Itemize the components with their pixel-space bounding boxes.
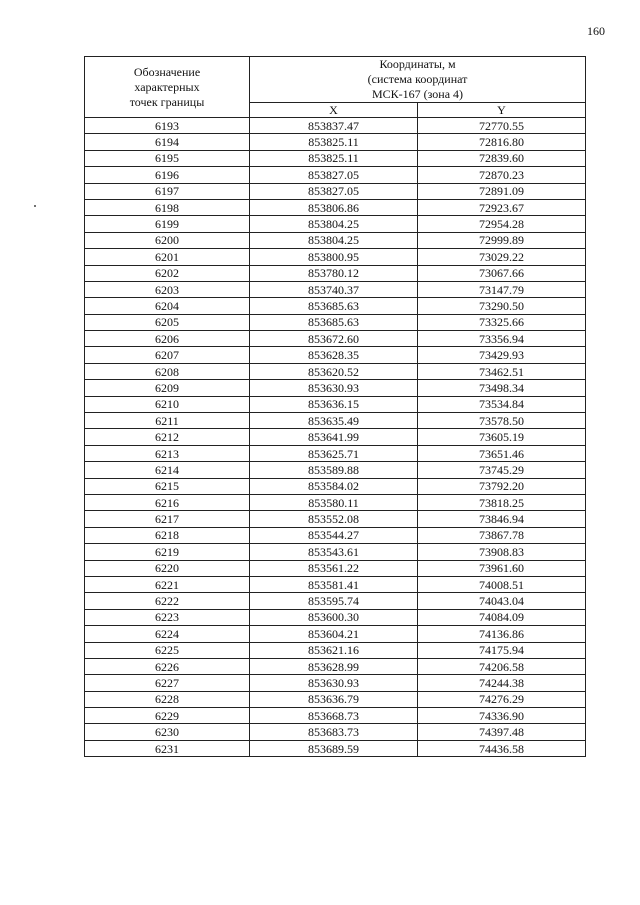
point-id-cell: 6195	[85, 150, 250, 166]
x-coordinate-cell: 853800.95	[250, 249, 418, 265]
x-coordinate-cell: 853620.52	[250, 363, 418, 379]
table-row	[85, 134, 586, 150]
x-coordinate-cell: 853672.60	[250, 331, 418, 347]
header-coords-line: (система координат	[367, 72, 468, 86]
y-coordinate-cell: 74043.04	[418, 593, 586, 609]
point-id-cell: 6201	[85, 249, 250, 265]
table-row	[85, 413, 586, 429]
y-coordinate-cell: 72923.67	[418, 199, 586, 215]
table-header-row	[85, 57, 586, 103]
point-id-cell: 6231	[85, 740, 250, 756]
table-row	[85, 462, 586, 478]
point-id-cell: 6207	[85, 347, 250, 363]
y-coordinate-cell: 74206.58	[418, 658, 586, 674]
point-id-cell: 6222	[85, 593, 250, 609]
table-row	[85, 658, 586, 674]
header-coords-line: Координаты, м	[379, 57, 456, 71]
y-coordinate-cell: 72891.09	[418, 183, 586, 199]
x-coordinate-cell: 853552.08	[250, 511, 418, 527]
point-id-cell: 6208	[85, 363, 250, 379]
table-row	[85, 199, 586, 215]
y-coordinate-cell: 72770.55	[418, 118, 586, 134]
header-point-designation	[85, 57, 250, 118]
y-coordinate-cell: 72816.80	[418, 134, 586, 150]
point-id-cell: 6205	[85, 314, 250, 330]
y-coordinate-cell: 72870.23	[418, 167, 586, 183]
point-id-cell: 6229	[85, 708, 250, 724]
y-coordinate-cell: 73067.66	[418, 265, 586, 281]
y-coordinate-cell: 74436.58	[418, 740, 586, 756]
y-coordinate-cell: 73578.50	[418, 413, 586, 429]
x-coordinate-cell: 853804.25	[250, 216, 418, 232]
scan-speck	[34, 205, 36, 207]
x-coordinate-cell: 853685.63	[250, 298, 418, 314]
table-row	[85, 642, 586, 658]
page-number: 160	[587, 24, 605, 38]
point-id-cell: 6221	[85, 576, 250, 592]
y-coordinate-cell: 73605.19	[418, 429, 586, 445]
point-id-cell: 6224	[85, 626, 250, 642]
coordinates-table	[84, 56, 586, 757]
y-coordinate-cell: 73147.79	[418, 281, 586, 297]
y-coordinate-cell: 72839.60	[418, 150, 586, 166]
x-coordinate-cell: 853635.49	[250, 413, 418, 429]
x-coordinate-cell: 853628.35	[250, 347, 418, 363]
x-coordinate-cell: 853589.88	[250, 462, 418, 478]
point-id-cell: 6215	[85, 478, 250, 494]
table-row	[85, 544, 586, 560]
x-coordinate-cell: 853827.05	[250, 167, 418, 183]
y-coordinate-cell: 74244.38	[418, 675, 586, 691]
x-coordinate-cell: 853683.73	[250, 724, 418, 740]
table-row	[85, 445, 586, 461]
y-coordinate-cell: 73908.83	[418, 544, 586, 560]
table-row	[85, 478, 586, 494]
point-id-cell: 6218	[85, 527, 250, 543]
y-coordinate-cell: 74008.51	[418, 576, 586, 592]
x-coordinate-cell: 853825.11	[250, 150, 418, 166]
point-id-cell: 6197	[85, 183, 250, 199]
table-row	[85, 265, 586, 281]
y-coordinate-cell: 73846.94	[418, 511, 586, 527]
table-row	[85, 609, 586, 625]
x-coordinate-cell: 853837.47	[250, 118, 418, 134]
point-id-cell: 6210	[85, 396, 250, 412]
x-coordinate-cell: 853740.37	[250, 281, 418, 297]
table-row	[85, 183, 586, 199]
x-coordinate-cell: 853580.11	[250, 494, 418, 510]
table-row	[85, 396, 586, 412]
point-id-cell: 6198	[85, 199, 250, 215]
x-coordinate-cell: 853630.93	[250, 675, 418, 691]
table-row	[85, 576, 586, 592]
point-id-cell: 6199	[85, 216, 250, 232]
table-row	[85, 347, 586, 363]
header-point-line: точек границы	[129, 94, 205, 109]
table-row	[85, 150, 586, 166]
x-coordinate-cell: 853621.16	[250, 642, 418, 658]
x-coordinate-cell: 853581.41	[250, 576, 418, 592]
point-id-cell: 6203	[85, 281, 250, 297]
y-coordinate-cell: 73356.94	[418, 331, 586, 347]
point-id-cell: 6213	[85, 445, 250, 461]
x-coordinate-cell: 853806.86	[250, 199, 418, 215]
table-row	[85, 626, 586, 642]
table-row	[85, 675, 586, 691]
point-id-cell: 6193	[85, 118, 250, 134]
x-coordinate-cell: 853595.74	[250, 593, 418, 609]
y-coordinate-cell: 74276.29	[418, 691, 586, 707]
point-id-cell: 6226	[85, 658, 250, 674]
point-id-cell: 6196	[85, 167, 250, 183]
x-coordinate-cell: 853685.63	[250, 314, 418, 330]
table-row	[85, 527, 586, 543]
header-y: Y	[418, 103, 586, 118]
point-id-cell: 6230	[85, 724, 250, 740]
table-row	[85, 560, 586, 576]
point-id-cell: 6217	[85, 511, 250, 527]
table-row	[85, 216, 586, 232]
y-coordinate-cell: 73792.20	[418, 478, 586, 494]
y-coordinate-cell: 73534.84	[418, 396, 586, 412]
x-coordinate-cell: 853561.22	[250, 560, 418, 576]
point-id-cell: 6212	[85, 429, 250, 445]
table-row	[85, 740, 586, 756]
y-coordinate-cell: 73429.93	[418, 347, 586, 363]
table-row	[85, 429, 586, 445]
point-id-cell: 6227	[85, 675, 250, 691]
x-coordinate-cell: 853625.71	[250, 445, 418, 461]
y-coordinate-cell: 73867.78	[418, 527, 586, 543]
x-coordinate-cell: 853636.79	[250, 691, 418, 707]
point-id-cell: 6200	[85, 232, 250, 248]
y-coordinate-cell: 73325.66	[418, 314, 586, 330]
point-id-cell: 6194	[85, 134, 250, 150]
y-coordinate-cell: 74336.90	[418, 708, 586, 724]
x-coordinate-cell: 853641.99	[250, 429, 418, 445]
point-id-cell: 6219	[85, 544, 250, 560]
x-coordinate-cell: 853689.59	[250, 740, 418, 756]
table-row	[85, 232, 586, 248]
point-id-cell: 6206	[85, 331, 250, 347]
table-row	[85, 298, 586, 314]
point-id-cell: 6211	[85, 413, 250, 429]
y-coordinate-cell: 73651.46	[418, 445, 586, 461]
point-id-cell: 6223	[85, 609, 250, 625]
table-row	[85, 724, 586, 740]
table-row	[85, 708, 586, 724]
header-point-line: характерных	[134, 79, 200, 94]
table-row	[85, 494, 586, 510]
point-id-cell: 6216	[85, 494, 250, 510]
point-id-cell: 6214	[85, 462, 250, 478]
y-coordinate-cell: 73745.29	[418, 462, 586, 478]
y-coordinate-cell: 74397.48	[418, 724, 586, 740]
x-coordinate-cell: 853825.11	[250, 134, 418, 150]
x-coordinate-cell: 853543.61	[250, 544, 418, 560]
y-coordinate-cell: 74084.09	[418, 609, 586, 625]
table-body	[85, 118, 586, 757]
table-row	[85, 511, 586, 527]
header-coordinates	[250, 57, 586, 103]
x-coordinate-cell: 853630.93	[250, 380, 418, 396]
point-id-cell: 6225	[85, 642, 250, 658]
y-coordinate-cell: 72954.28	[418, 216, 586, 232]
y-coordinate-cell: 73961.60	[418, 560, 586, 576]
table-row	[85, 281, 586, 297]
y-coordinate-cell: 73290.50	[418, 298, 586, 314]
x-coordinate-cell: 853804.25	[250, 232, 418, 248]
y-coordinate-cell: 73818.25	[418, 494, 586, 510]
point-id-cell: 6220	[85, 560, 250, 576]
table-row	[85, 380, 586, 396]
y-coordinate-cell: 73498.34	[418, 380, 586, 396]
x-coordinate-cell: 853628.99	[250, 658, 418, 674]
table-row	[85, 363, 586, 379]
table-row	[85, 118, 586, 134]
point-id-cell: 6228	[85, 691, 250, 707]
x-coordinate-cell: 853600.30	[250, 609, 418, 625]
y-coordinate-cell: 73029.22	[418, 249, 586, 265]
y-coordinate-cell: 74175.94	[418, 642, 586, 658]
x-coordinate-cell: 853544.27	[250, 527, 418, 543]
x-coordinate-cell: 853827.05	[250, 183, 418, 199]
point-id-cell: 6204	[85, 298, 250, 314]
y-coordinate-cell: 72999.89	[418, 232, 586, 248]
y-coordinate-cell: 73462.51	[418, 363, 586, 379]
point-id-cell: 6202	[85, 265, 250, 281]
table-row	[85, 593, 586, 609]
x-coordinate-cell: 853584.02	[250, 478, 418, 494]
x-coordinate-cell: 853604.21	[250, 626, 418, 642]
x-coordinate-cell: 853780.12	[250, 265, 418, 281]
table-row	[85, 331, 586, 347]
x-coordinate-cell: 853636.15	[250, 396, 418, 412]
table-row	[85, 249, 586, 265]
x-coordinate-cell: 853668.73	[250, 708, 418, 724]
header-x: X	[250, 103, 418, 118]
point-id-cell: 6209	[85, 380, 250, 396]
table-row	[85, 314, 586, 330]
header-point-line: Обозначение	[133, 64, 201, 79]
table-row	[85, 691, 586, 707]
y-coordinate-cell: 74136.86	[418, 626, 586, 642]
header-coords-line: МСК-167 (зона 4)	[371, 87, 464, 101]
table-row	[85, 167, 586, 183]
